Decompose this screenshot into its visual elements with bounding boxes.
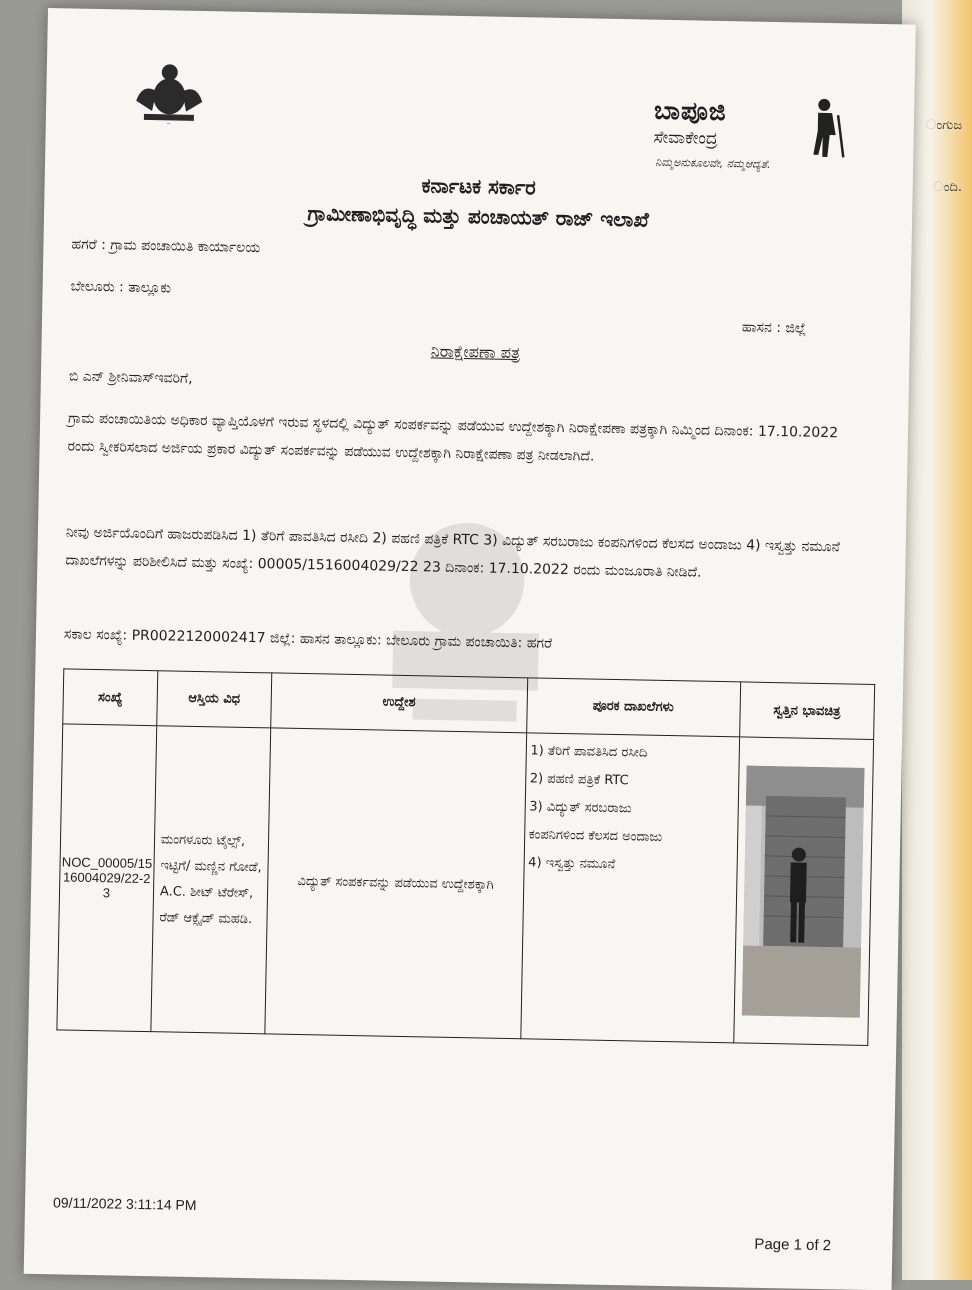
property-photo-image <box>742 765 865 1017</box>
karnataka-emblem-icon <box>126 56 213 128</box>
print-timestamp: 09/11/2022 3:11:14 PM <box>52 1194 197 1214</box>
cell-noc-number: NOC_00005/1516004029/22-23 <box>57 724 157 1032</box>
walking-figure-icon <box>799 96 850 159</box>
department-heading: ಗ್ರಾಮೀಣಾಭಿವೃದ್ಧಿ ಮತ್ತು ಪಂಚಾಯತ್ ರಾಜ್ ಇಲಾಖೆ <box>307 201 649 232</box>
addressee: ಬಿ ಎನ್ ಶ್ರೀನಿವಾಸ್ಇವರಿಗೆ, <box>68 368 193 387</box>
logo-title: ಬಾಪೂಜಿ <box>653 95 728 127</box>
document-title: ನಿರಾಕ್ಷೇಪಣಾ ಪತ್ರ <box>430 341 521 363</box>
col-header-number: ಸಂಖ್ಯೆ <box>63 669 158 726</box>
col-header-purpose: ಉದ್ದೇಶ <box>271 673 528 733</box>
col-header-property-type: ಆಸ್ತಿಯ ವಿಧ <box>157 671 272 728</box>
bapuji-seva-kendra-logo <box>643 89 855 179</box>
district-line: ಹಾಸನ : ಜಿಲ್ಲೆ <box>741 319 807 337</box>
col-header-documents: ಪೂರಕ ದಾಖಲೆಗಳು <box>526 678 740 737</box>
sakala-line: ಸಕಾಲ ಸಂಖ್ಯೆ: PR0022120002417 ಜಿಲ್ಲೆ: ಹಾಸನ ತಾಲ್ಲೂಕು: ಬೇಲೂರು ಗ್ರಾಮ ಪಂಚಾಯಿತಿ: ಹಗರೆ <box>63 626 553 652</box>
cell-documents <box>520 733 739 1043</box>
taluk-line: ಬೇಲೂರು : ತಾಲ್ಲೂಕು <box>70 278 172 297</box>
paragraph-application: ಗ್ರಾಮ ಪಂಚಾಯಿತಿಯ ಅಧಿಕಾರ ವ್ಯಾಪ್ತಿಯೊಳಗೆ ಇರುವ ಸ್ಥಳದಲ್ಲಿ ವಿದ್ಯುತ್ ಸಂಪರ್ಕವನ್ನು ಪಡೆಯುವ ಉದ್ದೇಶಕ್ಕಾಗಿ ನಿರಾಕ್ಷೇಪಣಾ ಪತ್ರಕ್ಕಾಗಿ ನಿಮ್ಮಿಂದ ದಿನಾಂಕ: 17.10.2022 ರಂದು ಸ್ವೀಕರಿಸಲಾದ ಅರ್ಜಿಯ ಪ್ರಕಾರ ವಿದ್ಯುತ್ ಸಂಪರ್ಕವನ್ನು ಪಡೆಯುವ ಉದ್ದೇಶಕ್ಕಾಗಿ ನಿರಾಕ್ಷೇಪಣಾ ಪತ್ರ ನೀಡಲಾಗಿದೆ. <box>67 410 839 465</box>
document-item-3-cont: ಕಂಪನಿಗಳಿಂದ ಕೆಲಸದ ಅಂದಾಜು <box>528 827 663 845</box>
side-fragment-1: ಂಗುಜ <box>926 118 962 133</box>
document-item-3: 3) ವಿದ್ಯುತ್ ಸರಬರಾಜು <box>529 799 632 817</box>
svg-text:~: ~ <box>166 121 171 128</box>
noc-details-table <box>56 668 875 1046</box>
side-fragment-2: ಂದಿ. <box>933 180 962 195</box>
col-header-photo: ಸ್ವತ್ತಿನ ಭಾವಚಿತ್ರ <box>739 682 874 740</box>
page-number: Page 1 of 2 <box>754 1235 832 1255</box>
cell-property-photo <box>733 737 873 1046</box>
cell-purpose: ವಿದ್ಯುತ್ ಸಂಪರ್ಕವನ್ನು ಪಡೆಯುವ ಉದ್ದೇಶಕ್ಕಾಗಿ <box>265 728 526 1039</box>
office-line: ಹಗರೆ : ಗ್ರಾಮ ಪಂಚಾಯಿತಿ ಕಾರ್ಯಾಲಯ <box>71 236 261 257</box>
document-item-4: 4) ಇಸ್ವತ್ತು ನಮೂನೆ <box>528 855 616 873</box>
logo-tagline: ನಿಮ್ಮಅನುಕೂಲವೇ, ನಮ್ಮಆದ್ಯತೆ. <box>655 155 771 171</box>
table-row <box>57 724 874 1046</box>
cell-property-type: ಮಂಗಳೂರು ಟೈಲ್ಸ್, ಇಟ್ಟಿಗೆ/ ಮಣ್ಣಿನ ಗೋಡೆ, A.C. ಶೀಟ್ ಟೆರೇಸ್, ರೆಡ್ ಆಕ್ಸೈಡ್ ಮಹಡಿ. <box>151 726 271 1034</box>
document-item-1: 1) ತೆರಿಗೆ ಪಾವತಿಸಿದ ರಸೀದಿ <box>530 743 648 761</box>
government-heading: ಕರ್ನಾಟಕ ಸರ್ಕಾರ <box>421 173 536 200</box>
document-page <box>24 8 916 1290</box>
paragraph-documents: ನೀವು ಅರ್ಜಿಯೊಂದಿಗೆ ಹಾಜರುಪಡಿಸಿದ 1) ತೆರಿಗೆ ಪಾವತಿಸಿದ ರಸೀದಿ 2) ಪಹಣಿ ಪತ್ರಿಕೆ RTC 3) ವಿದ್ಯುತ್ ಸರಬರಾಜು ಕಂಪನಿಗಳಿಂದ ಕೆಲಸದ ಅಂದಾಜು 4) ಇಸ್ವತ್ತು ನಮೂನೆ ದಾಖಲೆಗಳನ್ನು ಪರಿಶೀಲಿಸಿದೆ ಮತ್ತು ಸಂಖ್ಯೆ: 00005/1516004029/22 23 ದಿನಾಂಕ: 17.10.2022 ರಂದು ಮಂಜೂರಾತಿ ನೀಡಿದೆ. <box>65 524 841 581</box>
document-item-2: 2) ಪಹಣಿ ಪತ್ರಿಕೆ RTC <box>529 771 629 789</box>
logo-subtitle: ಸೇವಾಕೇಂದ್ರ <box>653 127 718 149</box>
